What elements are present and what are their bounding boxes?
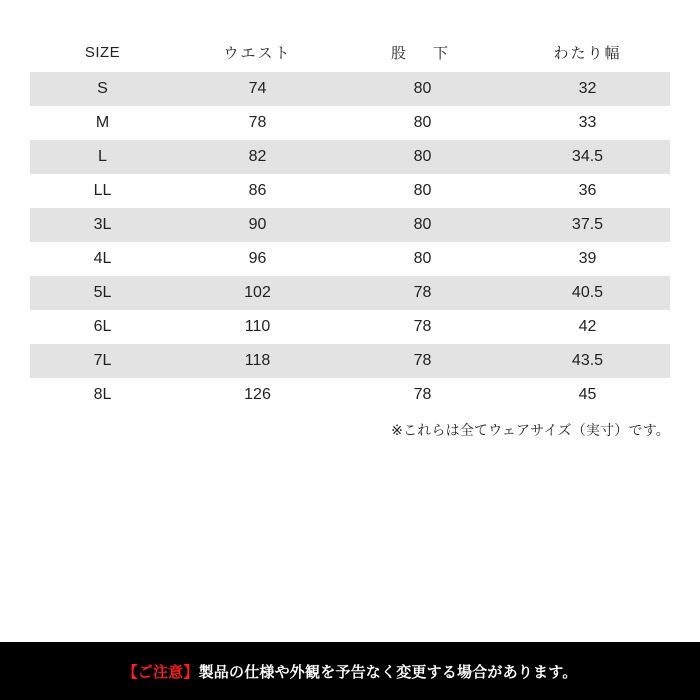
caution-message: 製品の仕様や外観を予告なく変更する場合があります。 xyxy=(198,663,578,681)
caution-lead: 【ご注意】 xyxy=(122,663,199,681)
cell-thigh: 45 xyxy=(578,386,597,403)
table-header-row xyxy=(30,38,670,72)
cell-size: L xyxy=(30,140,175,174)
cell-waist: 126 xyxy=(244,386,271,403)
table-row xyxy=(30,72,670,106)
cell-waist: 74 xyxy=(175,72,340,106)
cell-size: 8L xyxy=(93,386,112,403)
table-row xyxy=(30,208,670,242)
column-header-thigh: わたり幅 xyxy=(553,45,622,62)
cell-size: 5L xyxy=(30,276,175,310)
cell-inseam: 78 xyxy=(413,318,432,335)
cell-thigh: 32 xyxy=(505,72,670,106)
cell-thigh: 43.5 xyxy=(505,344,670,378)
cell-inseam: 78 xyxy=(413,386,432,403)
cell-size: 7L xyxy=(30,344,175,378)
cell-thigh: 40.5 xyxy=(505,276,670,310)
cell-inseam: 80 xyxy=(413,114,432,131)
cell-thigh: 33 xyxy=(578,114,597,131)
cell-size: 6L xyxy=(93,318,112,335)
cell-size: 4L xyxy=(93,250,112,267)
cell-thigh: 39 xyxy=(578,250,597,267)
cell-thigh: 36 xyxy=(578,182,597,199)
column-header-waist: ウエスト xyxy=(223,45,292,62)
cell-inseam: 80 xyxy=(340,140,505,174)
cell-waist: 82 xyxy=(175,140,340,174)
table-row xyxy=(30,276,670,310)
caution-text xyxy=(123,661,578,682)
cell-waist: 96 xyxy=(248,250,267,267)
table-row xyxy=(30,174,670,208)
column-header-size: SIZE xyxy=(84,44,121,61)
table-row xyxy=(30,378,670,412)
cell-inseam: 78 xyxy=(340,344,505,378)
cell-size: M xyxy=(95,114,110,131)
size-table-body xyxy=(30,72,670,412)
cell-thigh: 34.5 xyxy=(505,140,670,174)
size-table xyxy=(30,38,670,412)
caution-bar xyxy=(0,642,700,700)
cell-waist: 90 xyxy=(175,208,340,242)
cell-inseam: 80 xyxy=(340,72,505,106)
cell-thigh: 42 xyxy=(578,318,597,335)
table-row xyxy=(30,140,670,174)
cell-inseam: 78 xyxy=(340,276,505,310)
cell-waist: 86 xyxy=(248,182,267,199)
cell-size: 3L xyxy=(30,208,175,242)
table-row xyxy=(30,106,670,140)
size-table-head xyxy=(30,38,670,72)
cell-inseam: 80 xyxy=(413,182,432,199)
table-row xyxy=(30,310,670,344)
table-row xyxy=(30,344,670,378)
size-note: ※これらは全てウェアサイズ（実寸）です。 xyxy=(391,422,670,438)
cell-inseam: 80 xyxy=(340,208,505,242)
cell-waist: 102 xyxy=(175,276,340,310)
cell-size: LL xyxy=(93,182,112,199)
cell-waist: 78 xyxy=(248,114,267,131)
cell-thigh: 37.5 xyxy=(505,208,670,242)
cell-waist: 118 xyxy=(175,344,340,378)
column-header-inseam: 股 下 xyxy=(390,45,454,62)
cell-inseam: 80 xyxy=(413,250,432,267)
cell-size: S xyxy=(30,72,175,106)
table-row xyxy=(30,242,670,276)
cell-waist: 110 xyxy=(244,318,271,335)
